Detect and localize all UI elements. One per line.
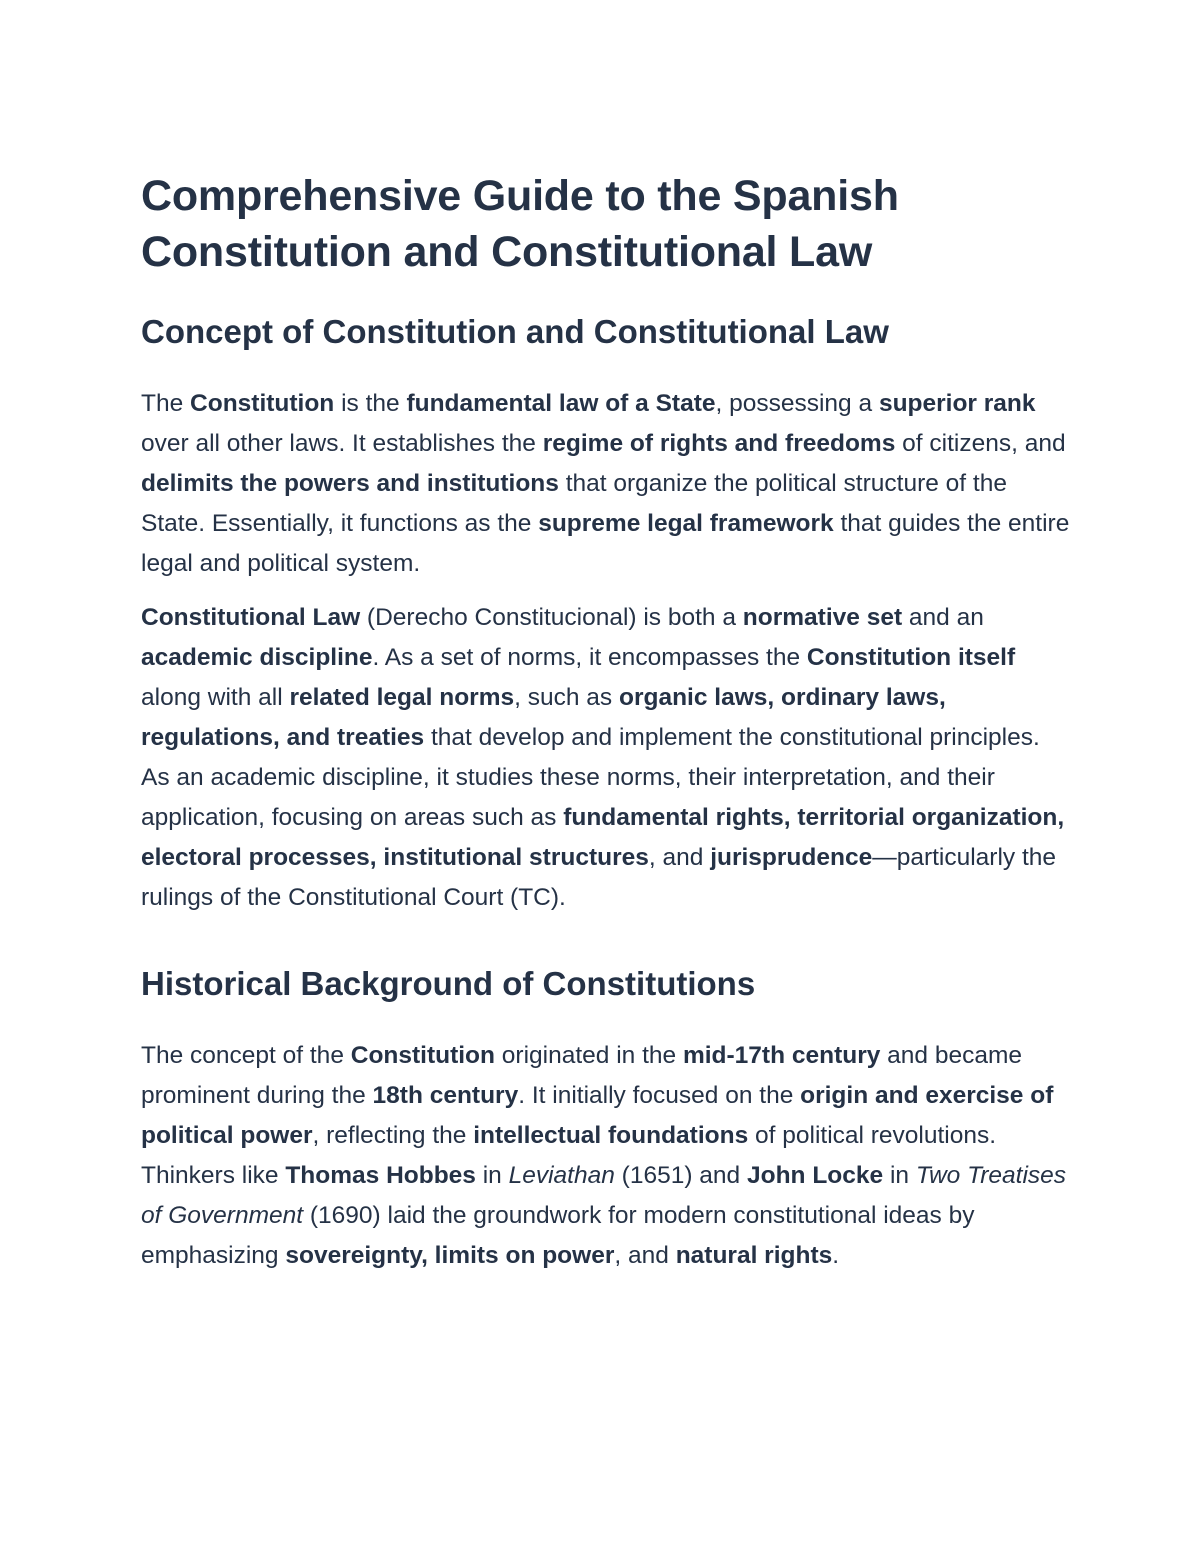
italic-text-run: Leviathan — [508, 1162, 615, 1189]
paragraph-constitution-definition — [141, 384, 1071, 584]
bold-text-run: delimits the powers and institutions — [141, 470, 559, 497]
bold-text-run: Thomas Hobbes — [285, 1162, 476, 1189]
text-run: and became prominent during the — [141, 1042, 1023, 1109]
text-run: —particularly the rulings of the Constitutional Court (TC). — [141, 844, 1057, 911]
bold-text-run: mid-17th century — [682, 1042, 881, 1069]
document-title: Comprehensive Guide to the Spanish Constitution and Constitutional Law — [141, 172, 899, 276]
text-run: and an — [902, 604, 984, 631]
text-run: is the — [334, 390, 407, 417]
section-heading-historical: Historical Background of Constitutions — [141, 965, 756, 1002]
text-run: that guides the entire legal and political system. — [141, 510, 1070, 577]
bold-text-run: normative set — [742, 604, 903, 631]
text-run: , reflecting the — [312, 1122, 474, 1149]
bold-text-run: Constitution itself — [806, 644, 1016, 671]
text-run: of citizens, and — [895, 430, 1066, 457]
text-run: originated in the — [495, 1042, 683, 1069]
text-run: in — [883, 1162, 916, 1189]
text-run: that develop and implement the constitutional principles. As an academic discipline, it studies these norms, their interpretation, and their application, focusing on areas such as — [141, 724, 1040, 831]
text-run: (1651) and — [614, 1162, 747, 1189]
bold-text-run: sovereignty, limits on power — [285, 1242, 615, 1269]
text-run: The — [141, 390, 191, 417]
text-run: (Derecho Constitucional) is both a — [360, 604, 743, 631]
text-run: , and — [648, 844, 711, 871]
text-run: , possessing a — [715, 390, 879, 417]
bold-text-run: 18th century — [372, 1082, 519, 1109]
bold-text-run: John Locke — [747, 1162, 884, 1189]
text-run: The concept of the — [141, 1042, 351, 1069]
text-run: along with all — [141, 684, 290, 711]
bold-text-run: intellectual foundations — [473, 1122, 749, 1149]
paragraph-constitutional-law — [141, 598, 1071, 918]
bold-text-run: academic discipline — [141, 644, 373, 671]
bold-text-run: fundamental law of a State — [406, 390, 716, 417]
italic-text-run: Two Treatises of Government — [141, 1162, 1067, 1229]
text-run: of political revolutions. Thinkers like — [141, 1122, 997, 1189]
document-page — [141, 168, 1071, 1290]
bold-text-run: fundamental rights, territorial organization, electoral processes, institutional structures — [141, 804, 1065, 871]
bold-text-run: Constitutional Law — [141, 604, 361, 631]
text-run: . — [832, 1242, 840, 1269]
text-run: , and — [614, 1242, 676, 1269]
bold-text-run: supreme legal framework — [538, 510, 834, 537]
text-run: (1690) laid the groundwork for modern constitutional ideas by emphasizing — [141, 1202, 975, 1269]
section-heading-concept: Concept of Constitution and Constitutional Law — [141, 313, 889, 350]
bold-text-run: Constitution — [350, 1042, 495, 1069]
text-run: that organize the political structure of the State. Essentially, it functions as the — [141, 470, 1007, 537]
bold-text-run: organic laws, ordinary laws, regulations, and treaties — [141, 684, 946, 751]
text-run: , such as — [514, 684, 619, 711]
bold-text-run: Constitution — [190, 390, 335, 417]
text-run: in — [475, 1162, 509, 1189]
text-run: . It initially focused on the — [518, 1082, 801, 1109]
paragraph-historical-background — [141, 1036, 1071, 1276]
text-run: . As a set of norms, it encompasses the — [372, 644, 807, 671]
bold-text-run: jurisprudence — [710, 844, 873, 871]
bold-text-run: natural rights — [675, 1242, 833, 1269]
text-run: over all other laws. It establishes the — [141, 430, 543, 457]
bold-text-run: related legal norms — [289, 684, 515, 711]
bold-text-run: superior rank — [878, 390, 1036, 417]
bold-text-run: origin and exercise of political power — [141, 1082, 1054, 1149]
bold-text-run: regime of rights and freedoms — [542, 430, 896, 457]
